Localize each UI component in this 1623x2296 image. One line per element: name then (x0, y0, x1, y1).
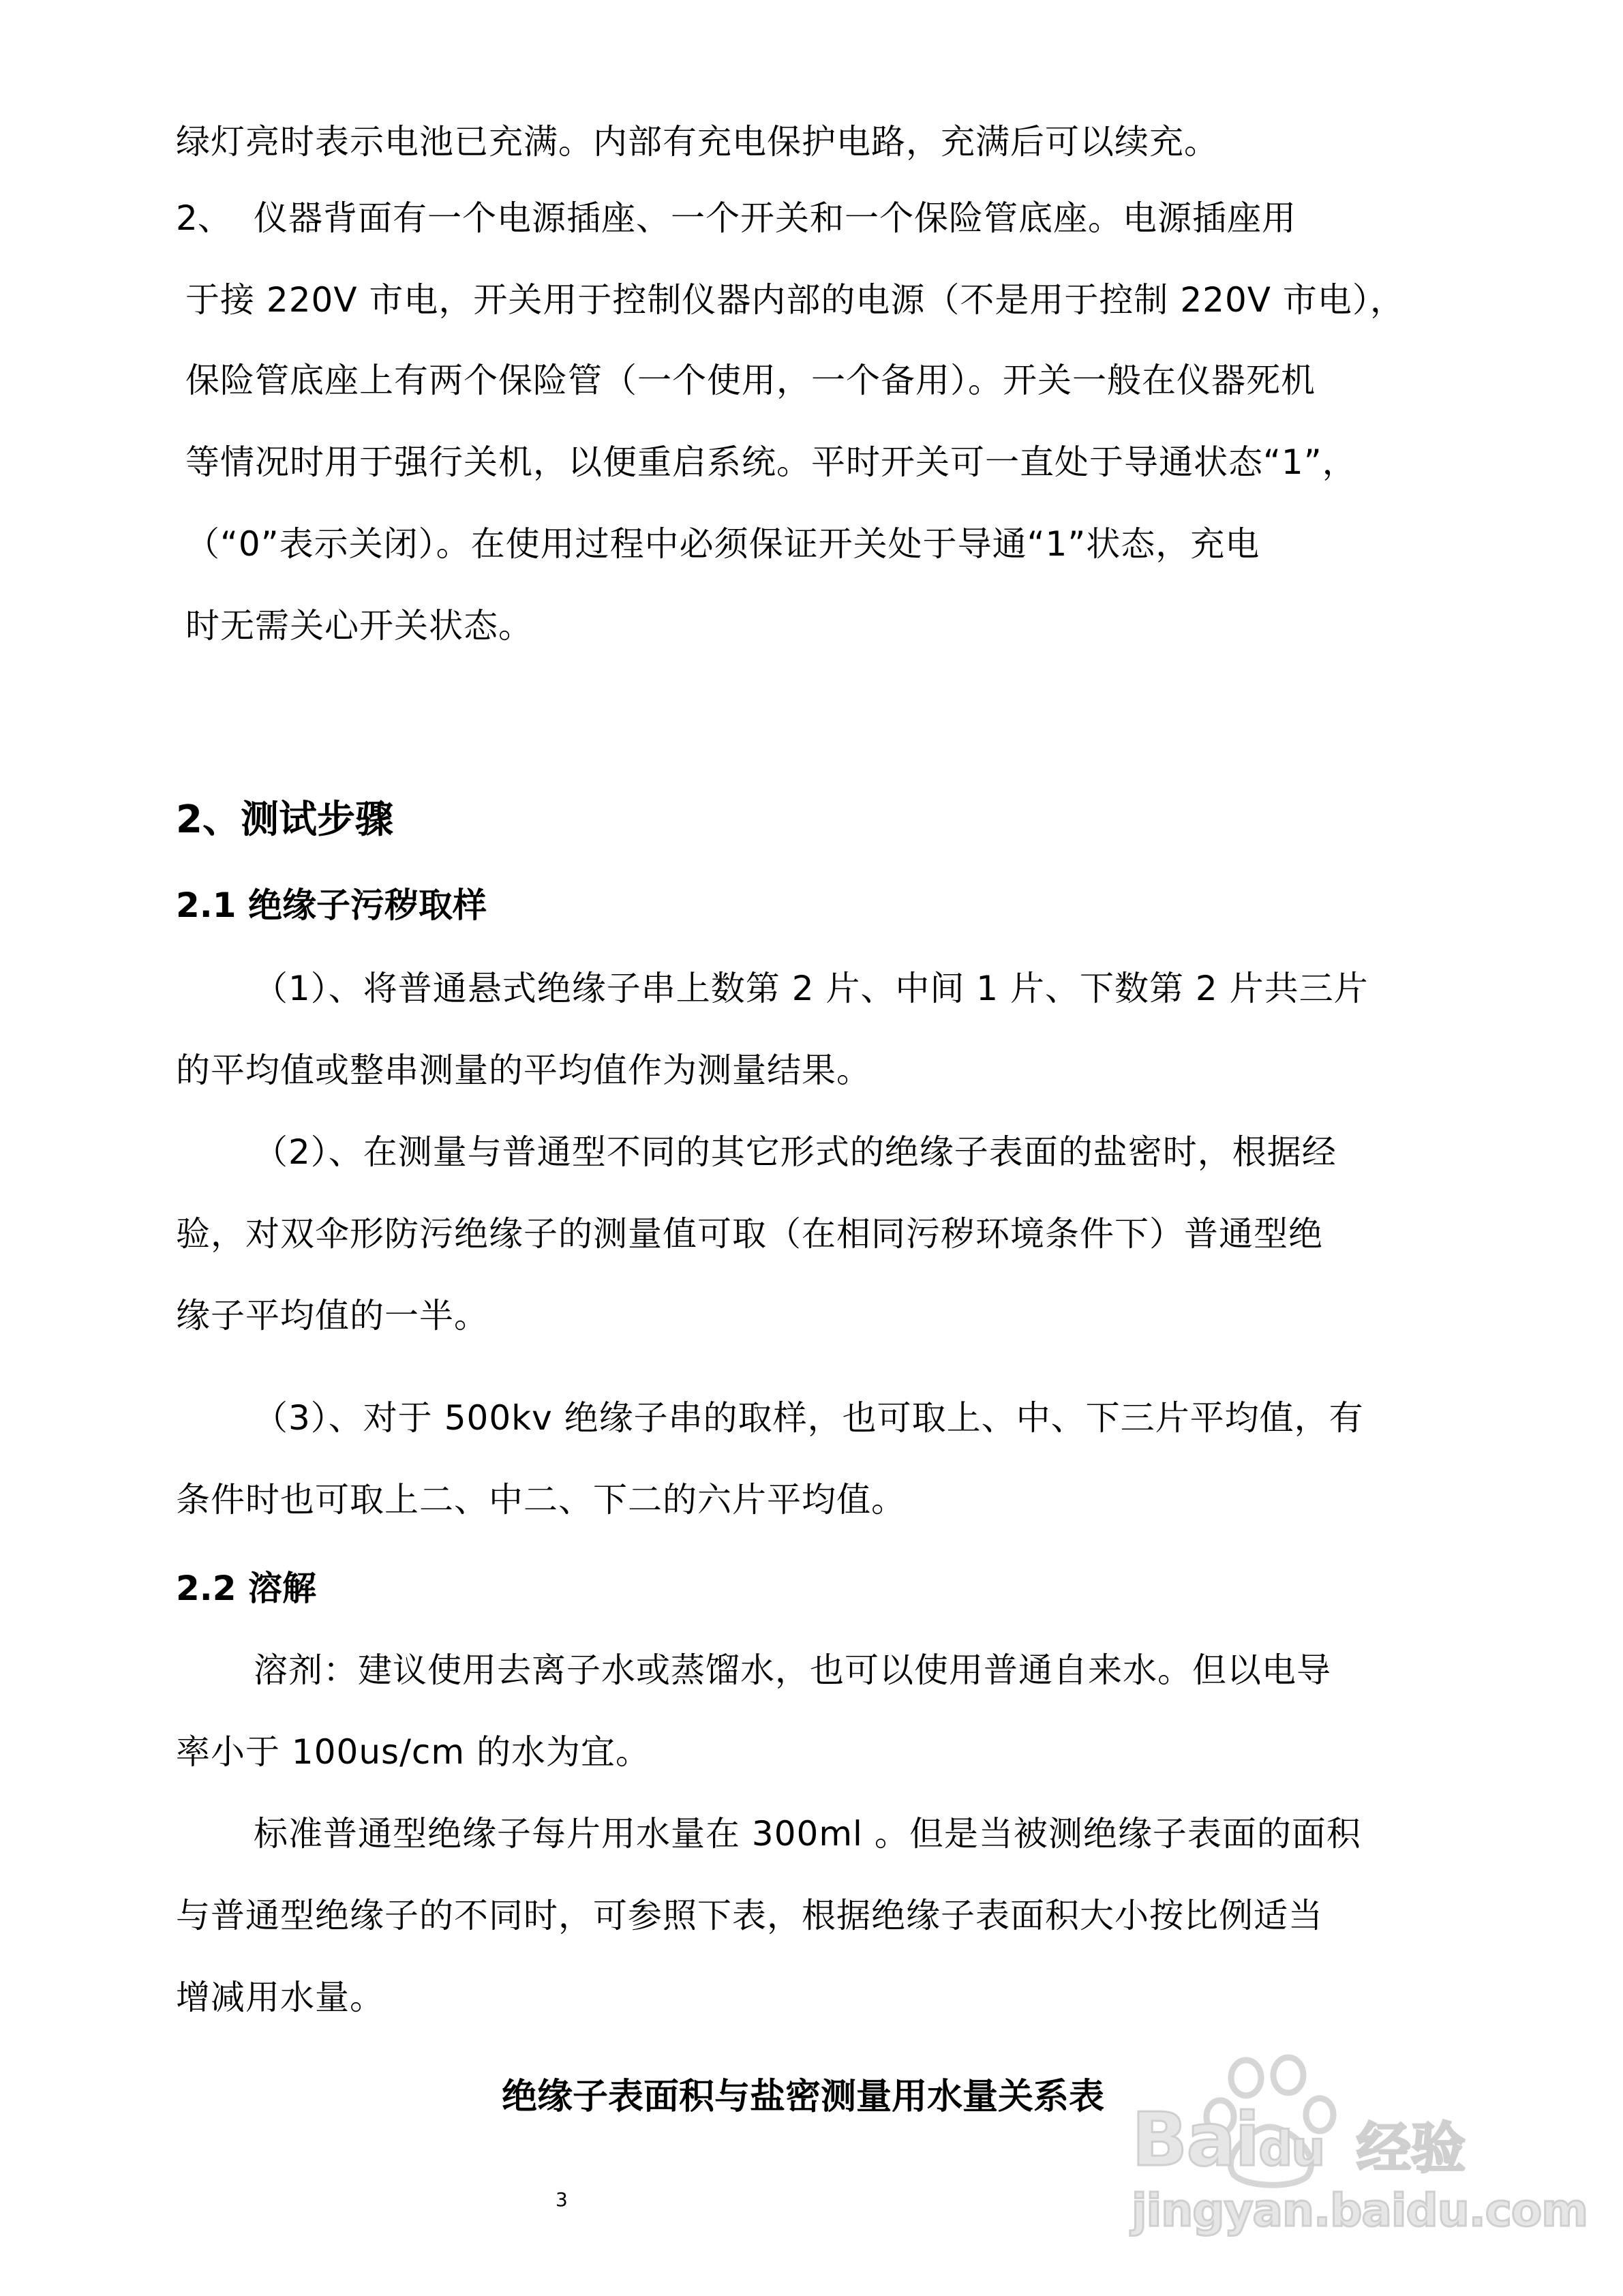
paragraph-line: 标准普通型绝缘子每片用水量在 300ml 。但是当被测绝缘子表面的面积 (254, 1814, 1361, 1854)
baidu-watermark (1132, 2052, 1588, 2237)
item-2-line: 于接 220V 市电，开关用于控制仪器内部的电源（不是用于控制 220V 市电）， (185, 280, 1405, 320)
paragraph-line: 的平均值或整串测量的平均值作为测量结果。 (176, 1051, 871, 1090)
watermark-sub: 经验 (1356, 2117, 1466, 2180)
paragraph-line: 验，对双伞形防污绝缘子的测量值可取（在相同污秽环境条件下）普通型绝 (176, 1214, 1323, 1254)
item-2-line: 时无需关心开关状态。 (185, 606, 533, 646)
subsection-heading: 2.1 绝缘子污秽取样 (176, 886, 487, 925)
paragraph-charge-line: 绿灯亮时表示电池已充满。内部有充电保护电路，充满后可以续充。 (176, 122, 1219, 162)
paragraph-line: （1）、将普通悬式绝缘子串上数第 2 片、中间 1 片、下数第 2 片共三片 (254, 969, 1369, 1008)
paragraph-line: 增减用水量。 (176, 1978, 384, 2017)
list-number: 2、 (176, 198, 232, 238)
watermark-brand: Baidu (1132, 2098, 1324, 2183)
paragraph-line: 与普通型绝缘子的不同时，可参照下表，根据绝缘子表面积大小按比例适当 (176, 1896, 1323, 1935)
item-2-line: （“0”表示关闭）。在使用过程中必须保证开关处于导通“1”状态，充电 (185, 524, 1260, 564)
item-2-line: 保险管底座上有两个保险管（一个使用，一个备用）。开关一般在仪器死机 (185, 361, 1316, 400)
baidu-paw-icon (1193, 2052, 1350, 2188)
paragraph-line: 率小于 100us/cm 的水为宜。 (176, 1732, 651, 1772)
watermark-url: jingyan.baidu.com (1132, 2184, 1588, 2237)
paragraph-line: 溶剂：建议使用去离子水或蒸馏水，也可以使用普通自来水。但以电导 (254, 1650, 1331, 1690)
item-2-line: 等情况时用于强行关机，以便重启系统。平时开关可一直处于导通状态“1”， (185, 442, 1357, 482)
paragraph-line: （2）、在测量与普通型不同的其它形式的绝缘子表面的盐密时，根据经 (254, 1132, 1337, 1172)
item-2-line: 仪器背面有一个电源插座、一个开关和一个保险管底座。电源插座用 (254, 198, 1296, 238)
page-number: 3 (556, 2188, 568, 2211)
paragraph-line: 缘子平均值的一半。 (176, 1296, 489, 1335)
section-heading: 2、测试步骤 (176, 798, 393, 842)
table-title: 绝缘子表面积与盐密测量用水量关系表 (502, 2076, 1105, 2117)
paragraph-line: （3）、对于 500kv 绝缘子串的取样，也可取上、中、下三片平均值，有 (254, 1398, 1364, 1438)
subsection-heading: 2.2 溶解 (176, 1569, 316, 1608)
paragraph-line: 条件时也可取上二、中二、下二的六片平均值。 (176, 1480, 906, 1520)
